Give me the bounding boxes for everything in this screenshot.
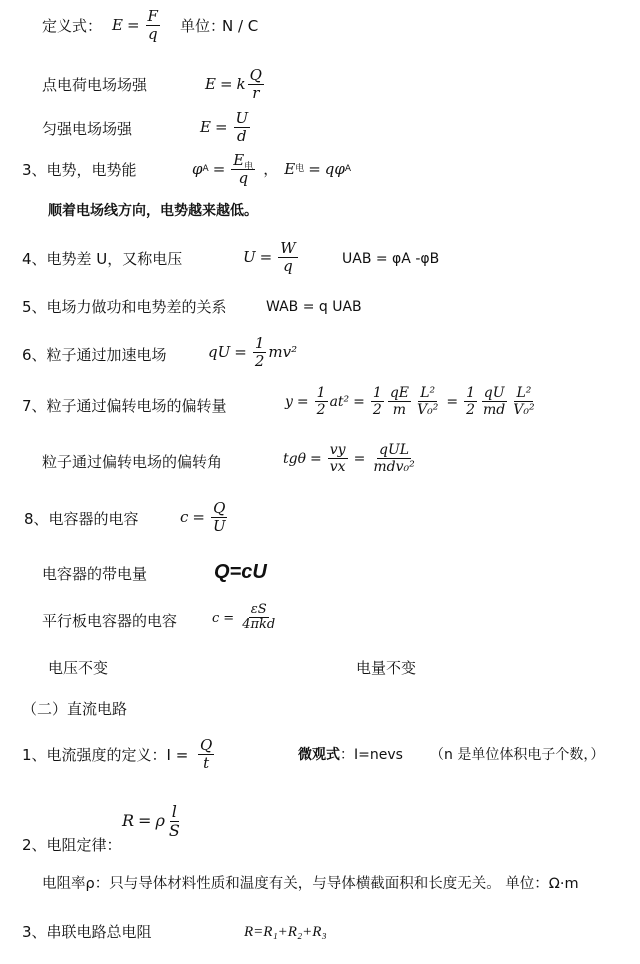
acceleration-label: 6、粒子通过加速电场 xyxy=(22,346,167,364)
series-resistance-formula: R=R₁+R₂+R₃ xyxy=(244,924,327,940)
potential-difference-extra: UAB = φA -φB xyxy=(342,251,440,267)
deflection-formula: y = $\frac{1}{2}$ at² = $\frac{1}{2}$ $\frac{qE}{m}$ $\frac{\text{L²}}{\text{V₀²}}$ = $\frac{1}{2}$ $\frac{qU}{md}$ $\frac{\text{L²}}{\text{V₀²}}$ xyxy=(285,385,535,419)
deflection-angle-label: 粒子通过偏转电场的偏转角 xyxy=(42,453,223,471)
point-charge-label: 点电荷电场场强 xyxy=(42,76,148,94)
resistance-law-formula: R = ρ $\frac{l}{S}$ xyxy=(122,802,180,840)
plate-capacitor-label: 平行板电容器的电容 xyxy=(42,612,178,630)
acceleration-formula: qU = $\frac{1}{2}$ mv² xyxy=(208,334,298,370)
current-definition-label: 1、电流强度的定义：I = xyxy=(22,746,189,764)
deflection-label: 7、粒子通过偏转电场的偏转量 xyxy=(22,397,227,415)
charge-label: 电容器的带电量 xyxy=(42,565,148,583)
resistance-law-label: 2、电阻定律： xyxy=(22,836,122,854)
work-label: 5、电场力做功和电势差的关系 xyxy=(22,298,227,316)
unit-value: N / C xyxy=(222,17,259,35)
micro-formula: 微观式：I=nevs xyxy=(298,747,403,763)
point-charge-formula: E = k $\frac{Q}{r}$ xyxy=(205,66,262,102)
voltage-constant-label: 电压不变 xyxy=(48,659,109,677)
charge-formula: Q=cU xyxy=(214,561,267,583)
micro-note: （n 是单位体积电子个数，） xyxy=(430,747,605,763)
potential-difference-label: 4、电势差 U，又称电压 xyxy=(22,250,183,268)
unit-label: 单位： xyxy=(180,17,226,35)
definition-formula: E = $\frac{F}{q}$ xyxy=(112,7,158,43)
potential-label: 3、电势，电势能 xyxy=(22,161,137,179)
current-definition-formula: $\frac{Q}{t}$ xyxy=(200,736,213,772)
charge-constant-label: 电量不变 xyxy=(356,659,417,677)
capacitance-label: 8、电容器的电容 xyxy=(24,510,139,528)
resistivity-text: 电阻率ρ：只与导体材料性质和温度有关，与导体横截面积和长度无关。 单位：Ω·m xyxy=(42,876,579,892)
potential-formula: φ A = $\frac{E_电}{q}$ ， E 电 = qφ A xyxy=(192,151,352,187)
fraction: $\frac{F}{q}$ xyxy=(147,7,158,43)
uniform-field-formula: E = $\frac{U}{d}$ xyxy=(200,109,249,145)
definition-label: 定义式： xyxy=(42,17,103,35)
work-formula: WAB = q UAB xyxy=(266,299,362,315)
uniform-field-label: 匀强电场场强 xyxy=(42,120,133,138)
plate-capacitor-formula: c = $\frac{\varepsilon S}{\text{4πkd}}$ xyxy=(212,602,276,633)
deflection-angle-formula: tgθ = $\frac{vy}{vx}$ = $\frac{\text{qUL}}{\text{mdv₀²}}$ xyxy=(283,442,415,476)
capacitance-formula: c = $\frac{Q}{U}$ xyxy=(180,499,226,535)
potential-difference-formula: U = $\frac{W}{q}$ xyxy=(243,239,296,275)
potential-rule-text: 顺着电场线方向，电势越来越低。 xyxy=(48,203,258,219)
series-resistance-label: 3、串联电路总电阻 xyxy=(22,923,152,941)
section-heading: （二）直流电路 xyxy=(22,700,128,718)
